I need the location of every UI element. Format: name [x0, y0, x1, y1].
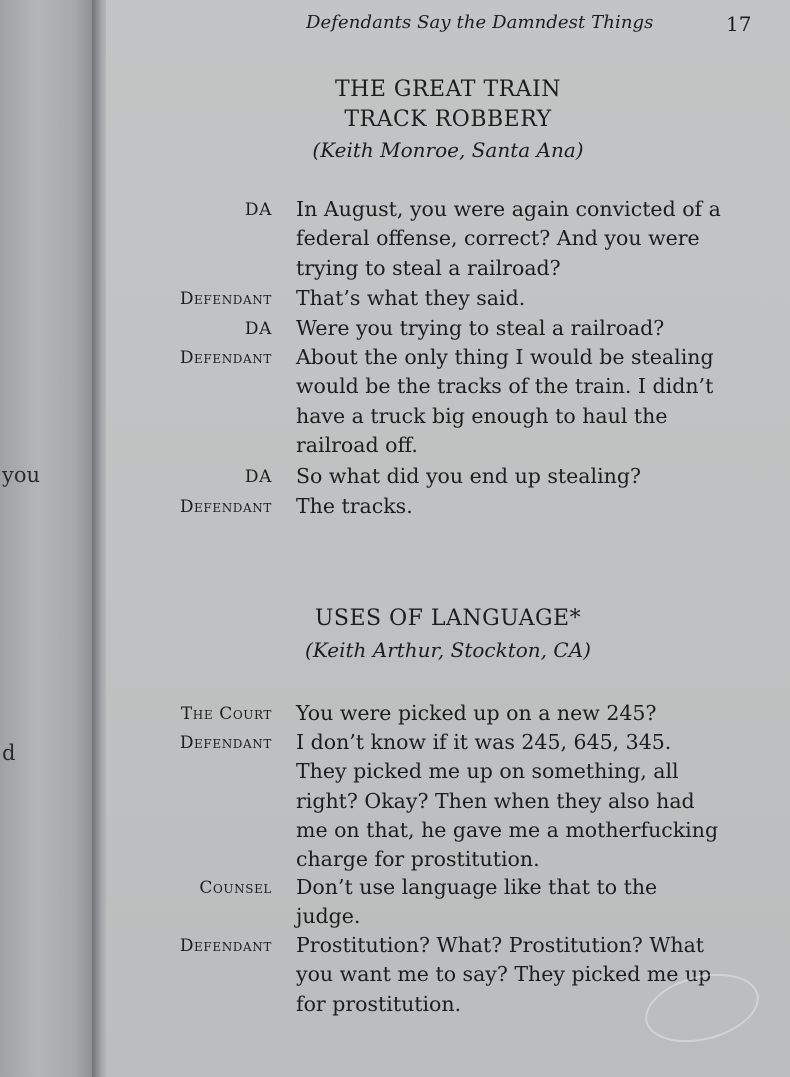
speaker-label: The Court — [180, 704, 272, 724]
speaker-label: Defendant — [179, 289, 272, 309]
book-page — [106, 0, 790, 1077]
section-byline: (Keith Monroe, Santa Ana) — [312, 138, 584, 162]
speech-text: I don’t know if it was 245, 645, 345. They picked me up on something, all right? Okay? Then when they also had me on that, he gave me a motherfucking charge for prostitution. — [296, 730, 719, 872]
page-number: 17 — [726, 12, 752, 36]
speaker-label: Counsel — [199, 878, 272, 898]
section-title: TRACK ROBBERY — [344, 107, 552, 132]
section-title: USES OF LANGUAGE* — [314, 606, 582, 631]
speaker-label: Defendant — [179, 348, 272, 368]
speech-text: Were you trying to steal a railroad? — [296, 316, 665, 340]
speech-text: That’s what they said. — [296, 286, 526, 310]
speaker-label: Defendant — [179, 497, 272, 517]
speaker-label: DA — [244, 200, 272, 220]
speech-text: Don’t use language like that to the judge. — [296, 875, 658, 929]
facing-page-fragment: d — [2, 741, 16, 765]
speech-text: In August, you were again convicted of a federal offense, correct? And you were trying to steal a railroad? — [296, 197, 721, 280]
book-gutter — [92, 0, 106, 1077]
speech-text: Prostitution? What? Prostitution? What you want me to say? They picked me up for prostitution. — [296, 933, 712, 1016]
speech-text: So what did you end up stealing? — [296, 464, 641, 488]
section-title: THE GREAT TRAIN — [334, 77, 562, 102]
speaker-label: DA — [244, 319, 272, 339]
speaker-label: Defendant — [179, 936, 272, 956]
facing-page-fragment: you — [2, 463, 41, 487]
speaker-label: DA — [244, 467, 272, 487]
speech-text: The tracks. — [296, 494, 413, 518]
facing-page — [0, 0, 92, 1077]
running-header: Defendants Say the Damndest Things — [306, 12, 654, 33]
speech-text: You were picked up on a new 245? — [296, 701, 657, 725]
speaker-label: Defendant — [179, 733, 272, 753]
speech-text: About the only thing I would be stealing would be the tracks of the train. I didn’t have a truck big enough to haul the railroad off. — [296, 345, 714, 457]
section-byline: (Keith Arthur, Stockton, CA) — [305, 638, 591, 662]
